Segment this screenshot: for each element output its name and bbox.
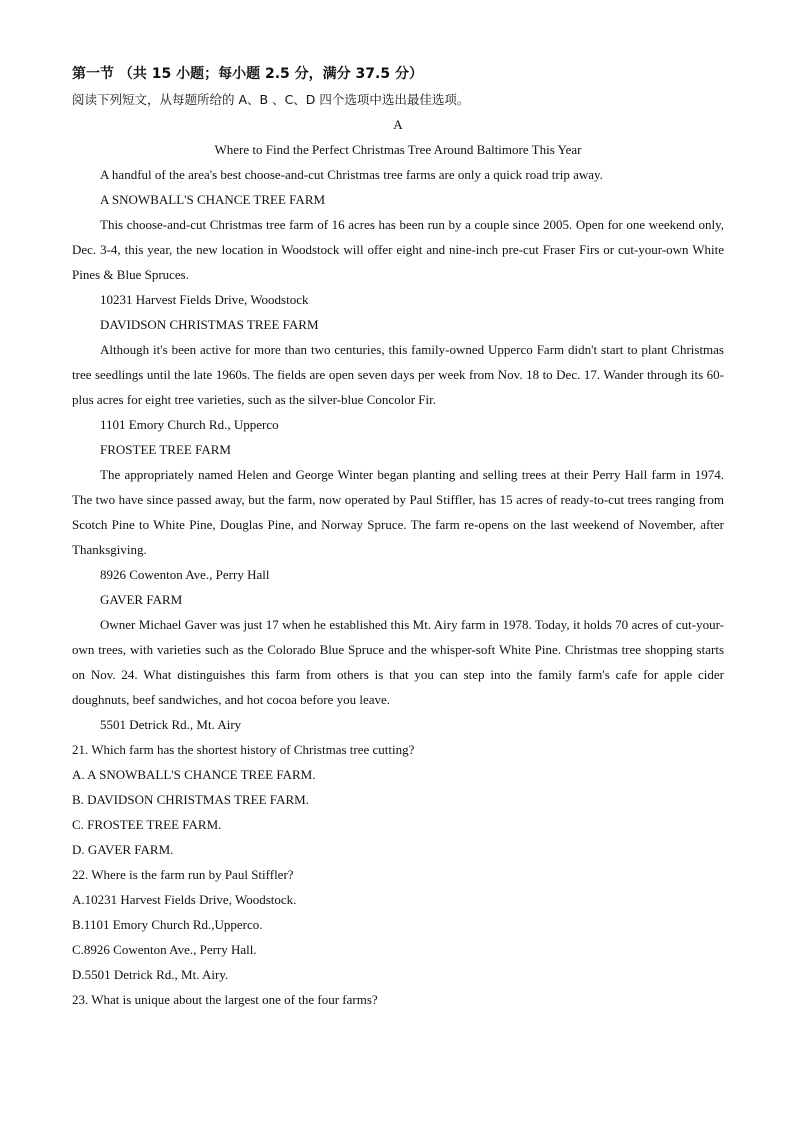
farm-name: GAVER FARM [100,592,183,607]
farm-description: Although it's been active for more than two centuries, this family-owned Upperco Farm didn't start to plant Christmas tree seedlings until the late 1960s. The fields are open seven days per week from Nov. 18 to Dec. 17. Wander through its 60-plus acres for eight tree varieties, such as the silver-blue Concolor Fir. [72,342,724,407]
question [72,862,724,987]
farm-address: 8926 Cowenton Ave., Perry Hall [100,567,270,582]
passage-title: Where to Find the Perfect Christmas Tree Around Baltimore This Year [214,142,582,157]
farm-name: A SNOWBALL'S CHANCE TREE FARM [100,192,326,207]
question [72,987,724,1012]
instructions: 阅读下列短文，从每题所给的 A、B 、C、D 四个选项中选出最佳选项。 [72,92,470,107]
farm-entry [72,312,724,437]
answer-option-b: B.1101 Emory Church Rd.,Upperco. [72,917,263,932]
farm-description: Owner Michael Gaver was just 17 when he established this Mt. Airy farm in 1978. Today, it holds 70 acres of cut-your-own trees, with varieties such as the Colorado Blue Spruce and the whisper-soft White Pine. Christmas tree shopping starts on Nov. 24. What distinguishes this farm from others is that you can step into the family farm's cafe for apple cider doughnuts, beef sandwiches, and hot cocoa before you leave. [72,617,724,707]
passage-letter: A [393,117,403,132]
farm-entry [72,187,724,312]
question-stem: 23. What is unique about the largest one of the four farms? [72,992,378,1007]
question-stem: 22. Where is the farm run by Paul Stiffler? [72,867,294,882]
farm-name: DAVIDSON CHRISTMAS TREE FARM [100,317,319,332]
question-stem: 21. Which farm has the shortest history of Christmas tree cutting? [72,742,415,757]
passage-intro: A handful of the area's best choose-and-cut Christmas tree farms are only a quick road trip away. [100,167,603,182]
document-page [72,62,724,1012]
farm-address: 5501 Detrick Rd., Mt. Airy [100,717,242,732]
answer-option-c: C. FROSTEE TREE FARM. [72,817,222,832]
section-heading: 第一节 （共 15 小题；每小题 2.5 分，满分 37.5 分） [72,66,423,82]
farm-address: 10231 Harvest Fields Drive, Woodstock [100,292,309,307]
answer-option-b: B. DAVIDSON CHRISTMAS TREE FARM. [72,792,309,807]
answer-option-d: D. GAVER FARM. [72,842,174,857]
answer-option-a: A. A SNOWBALL'S CHANCE TREE FARM. [72,767,316,782]
farm-entry [72,587,724,737]
question [72,737,724,862]
farm-description: The appropriately named Helen and George Winter began planting and selling trees at their Perry Hall farm in 1974. The two have since passed away, but the farm, now operated by Paul Stiffler, has 15 acres of ready-to-cut trees ranging from Scotch Pine to White Pine, Douglas Pine, and Norway Spruce. The farm re-opens on the last weekend of November, after Thanksgiving. [72,467,724,557]
farm-name: FROSTEE TREE FARM [100,442,231,457]
answer-option-a: A.10231 Harvest Fields Drive, Woodstock. [72,892,297,907]
answer-option-d: D.5501 Detrick Rd., Mt. Airy. [72,967,229,982]
farm-address: 1101 Emory Church Rd., Upperco [100,417,279,432]
farm-entry [72,437,724,587]
answer-option-c: C.8926 Cowenton Ave., Perry Hall. [72,942,257,957]
farm-description: This choose-and-cut Christmas tree farm of 16 acres has been run by a couple since 2005. Open for one weekend only, Dec. 3-4, this year, the new location in Woodstock will offer eight and nine-inch pre-cut Fraser Firs or cut-your-own White Pines & Blue Spruces. [72,217,724,282]
